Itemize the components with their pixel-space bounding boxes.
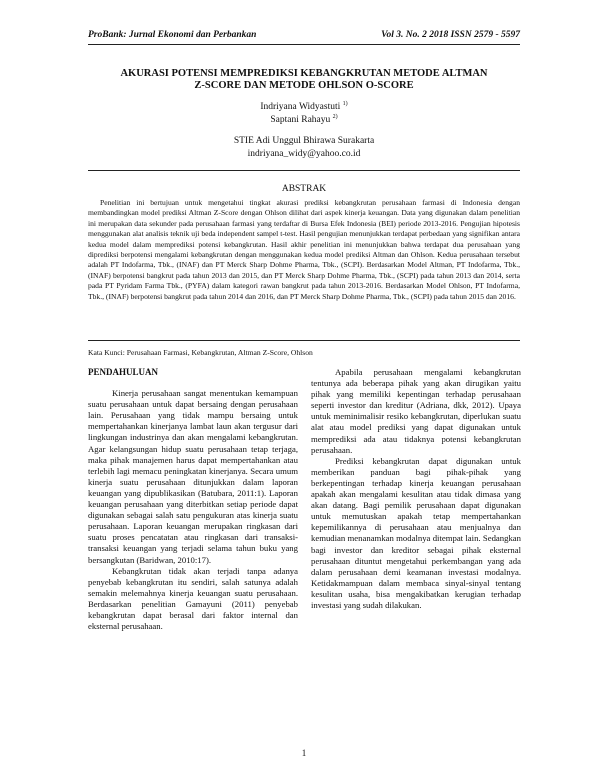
header-rule — [88, 44, 520, 45]
author-1-mark: 1) — [342, 101, 348, 107]
keywords: Kata Kunci: Perusahaan Farmasi, Kebangkrutan, Altman Z-Score, Ohlson — [88, 348, 313, 357]
journal-name: ProBank: Jurnal Ekonomi dan Perbankan — [88, 30, 257, 40]
right-column — [311, 367, 521, 611]
abstract-rule-top — [88, 170, 520, 171]
abstract-text: Penelitian ini bertujuan untuk mengetahui tingkat akurasi prediksi kebangkrutan perusahaan farmasi di Indonesia dengan membandingkan model prediksi Altman Z-Score dengan Ohlson dilihat dari aspek kinerja keuangan. Data yang digunakan dalam penelitian ini merupakan data sekunder pada perusahaan farmasi yang terdaftar di Bursa Efek Indonesia (BEI) periode 2013-2016. Pengujian hipotesis menggunakan alat analisis teknik uji beda independent sampel t-test. Hasil pengujian menunjukkan terdapat perbedaan yang signifikan antara kedua model dalam memprediksi potensi kebangkrutan. Hasil akhir penelitian ini menunjukkan bahwa terdapat dua perusahaan yang diprediksi berpotensi mengalami kebangkrutan dengan menggunakan kedua model prediksi Altman dan Ohlson. Kedua perusahaan tersebut adalah PT Indofarma, Tbk., (INAF) dan PT Merck Sharp Dohme Pharma, Tbk., (SCPI). Berdasarkan Model Altman, PT Indofarma, Tbk., (INAF) berpotensi bangkrut pada tahun 2013 dan 2015, dan PT Merck Sharp Dohme Pharma, Tbk., (SCPI) pada tahun 2013 dan 2014, serta pada PT Pyridam Farma Tbk., (PYFA) dalam kategori rawan bangkrut pada tahun 2013-2016. Berdasarkan Model Ohlson, PT Indofarma, Tbk., (INAF) berpotensi bangkrut pada tahun 2014 dan 2016, dan PT Merck Sharp Dohme Pharma, Tbk., (SCPI) pada tahun 2015 dan 2016. — [88, 198, 520, 301]
right-paragraph-2: Prediksi kebangkrutan dapat digunakan untuk memberikan panduan bagi pihak-pihak yang berkepentingan terhadap kinerja keuangan perusahaan apakah akan mengalami kesulitan atau tidak dimasa yang akan datang. Bagi pemilik perusahaan dapat digunakan untuk memutuskan apakah tetap mempertahankan kepemilikannya di perusahaan atau menjualnya dan kemudian menanamkan modalnya ditempat lain. Sedangkan bagi investor dan kreditor sebagai pihak eksternal perusahaan dituntut mengetahui perkembangan yang ada dalam perusahaan demi keamanan investasi modalnya. Ketidakmampuan dalam membaca sinyal-sinyal tentang kesulitan usaha, bisa mengakibatkan kerugian terhadap investasi yang sudah dilakukan. — [311, 455, 521, 610]
email: indriyana_widy@yahoo.co.id — [247, 149, 361, 159]
paper-title — [88, 68, 520, 92]
author-1-name: Indriyana Widyastuti — [260, 102, 341, 113]
title-line-1: AKURASI POTENSI MEMPREDIKSI KEBANGKRUTAN METODE ALTMAN — [120, 68, 488, 79]
title-line-2: Z-SCORE DAN METODE OHLSON O-SCORE — [194, 80, 414, 91]
abstract-rule-bottom — [88, 340, 520, 341]
left-paragraph-1: Kinerja perusahaan sangat menentukan kemampuan suatu perusahaan untuk dapat bersaing dengan perusahaan lain. Perusahaan yang tidak mampu bersaing untuk mempertahankan kinerjanya lambat laun akan tergusur dari lingkungan industrinya dan akan mengalami kebangkrutan. Agar kelangsungan hidup suatu perusahaan tetap terjaga, maka pihak manajemen harus dapat mempertahankan atau terlebih lagi memacu peningkatan kinerjanya. Secara umum kinerja suatu perusahaan ditunjukkan dalam laporan keuangan yang dipublikasikan (Batubara, 2011:1). Laporan keuangan perusahaan yang diterbitkan setiap periode dapat digunakan sebagai salah satu pengukuran atas kinerja suatu perusahaan. Laporan keuangan merupakan ringkasan dari suatu proses pencatatan atau ringkasan dari transaksi-transaksi keuangan yang terjadi selama tahun buku yang bersangkutan (Baridwan, 2010:17). — [88, 388, 298, 565]
author-2-mark: 2) — [332, 114, 338, 120]
page-number: 1 — [301, 748, 307, 758]
left-column — [88, 367, 298, 632]
right-paragraph-1: Apabila perusahaan mengalami kebangkrutan tentunya ada beberapa pihak yang akan dirugikan yaitu pihak yang memiliki kepentingan terhadap perusahaan seperti investor dan kreditur (Adriana, dkk, 2012). Upaya untuk meminimalisir resiko kebangkrutan, diperlukan suatu alat atau model prediksi yang dapat digunakan untuk memprediksi ada atau tidaknya potensi kebangkrutan perusahaan. — [311, 367, 521, 455]
abstract-body — [88, 198, 520, 302]
author-2-name: Saptani Rahayu — [270, 115, 331, 126]
abstract-heading: ABSTRAK — [281, 184, 327, 194]
affiliation: STIE Adi Unggul Bhirawa Surakarta — [233, 136, 375, 146]
section-heading: PENDAHULUAN — [88, 367, 159, 377]
left-paragraph-2: Kebangkrutan tidak akan terjadi tanpa adanya penyebab kebangkrutan itu sendiri, salah satunya adalah semakin melemahnya kinerja keuangan suatu perusahaan. Berdasarkan penelitian Gamayuni (2011) penyebab kebangkrutan dapat berasal dari faktor internal dan eksternal perusahaan. — [88, 565, 298, 632]
volume-info: Vol 3. No. 2 2018 ISSN 2579 - 5597 — [381, 30, 520, 40]
author-2 — [88, 111, 520, 126]
